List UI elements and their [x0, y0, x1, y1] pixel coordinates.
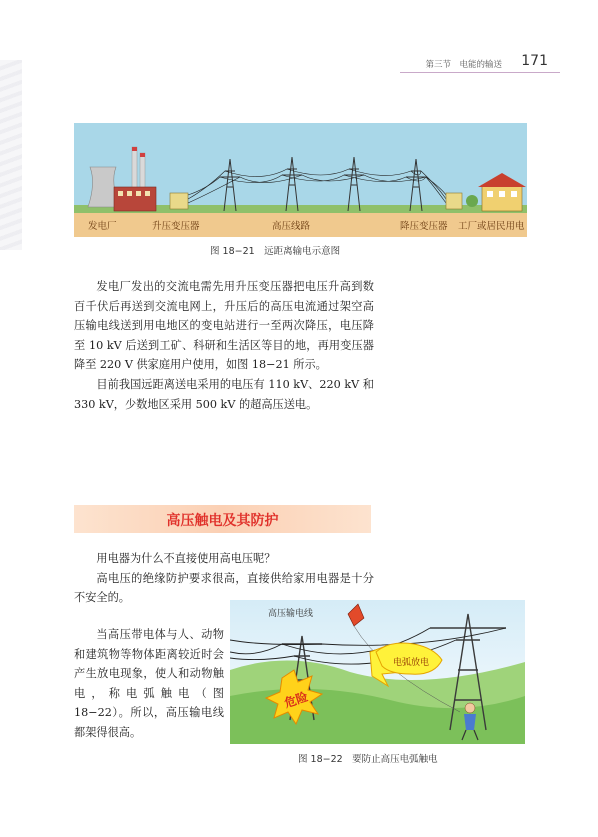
page-header — [400, 50, 560, 76]
window — [136, 191, 141, 196]
label-high-voltage-line: 高压线路 — [272, 221, 311, 232]
figure1-caption: 图 18−21 远距离输电示意图 — [210, 246, 341, 257]
label-arc-discharge: 电弧放电 — [393, 658, 430, 668]
tree — [466, 195, 478, 207]
header-rule — [400, 72, 560, 73]
label-factory-or-residential: 工厂或居民用电 — [458, 221, 525, 232]
section-heading-band — [74, 505, 371, 533]
child-head — [465, 703, 475, 713]
chimney-band — [140, 153, 145, 157]
window — [487, 191, 493, 197]
label-high-voltage-wire: 高压输电线 — [268, 609, 314, 619]
figure2-caption: 图 18−22 要防止高压电弧触电 — [298, 754, 438, 765]
label-step-down-transformer: 降压变压器 — [400, 221, 448, 232]
step-down-transformer — [446, 193, 462, 209]
section-header: 第三节 电能的输送 — [425, 60, 502, 70]
chimney-band — [132, 147, 137, 151]
step-up-transformer — [170, 193, 188, 209]
window — [499, 191, 505, 197]
paragraph: 目前我国远距离送电采用的电压有 110 kV、220 kV 和 330 kV，少数地区采用 500 kV 的超高压送电。 — [74, 377, 374, 411]
label-power-plant: 发电厂 — [88, 221, 117, 232]
transmission-towers — [220, 157, 426, 211]
residential-building — [482, 185, 522, 211]
roof — [478, 173, 526, 187]
arc-discharge-illustration — [230, 600, 525, 744]
body-text-question — [74, 549, 374, 608]
window — [145, 191, 150, 196]
power-plant-building — [114, 187, 156, 211]
window — [118, 191, 123, 196]
figure1-label-band — [74, 213, 527, 237]
paragraph: 高电压的绝缘防护要求很高，直接供给家用电器是十分不安全的。 — [74, 571, 374, 605]
danger-sign-text: 危险 — [282, 689, 310, 711]
paragraph: 当高压带电体与人、动物和建筑物等物体距离较近时会产生放电现象，使人和动物触电，称电弧触电（图 18−22）。所以，高压输电线都架得很高。 — [74, 628, 224, 739]
child-body — [464, 714, 476, 730]
page-edge-decoration — [0, 60, 22, 250]
section-title: 高压触电及其防护 — [166, 513, 279, 529]
page-number: 171 — [521, 53, 548, 69]
kite — [348, 604, 364, 626]
window — [127, 191, 132, 196]
figure-arc-discharge — [230, 600, 525, 744]
body-text-transmission — [74, 277, 374, 414]
window — [511, 191, 517, 197]
body-text-arc-discharge — [74, 625, 224, 743]
label-step-up-transformer: 升压变压器 — [152, 221, 200, 232]
paragraph: 用电器为什么不直接使用高电压呢？ — [96, 552, 276, 565]
paragraph: 发电厂发出的交流电需先用升压变压器把电压升高到数百千伏后再送到交流电网上，升压后的高压电流通过架空高压输电线送到用电地区的变电站进行一至两次降压，电压降至 10 kV 后送到工矿、科研和生活区等目的地，再用变压器降至 220 V 供家庭用户使用，如图 18−21 所示。 — [74, 280, 374, 372]
